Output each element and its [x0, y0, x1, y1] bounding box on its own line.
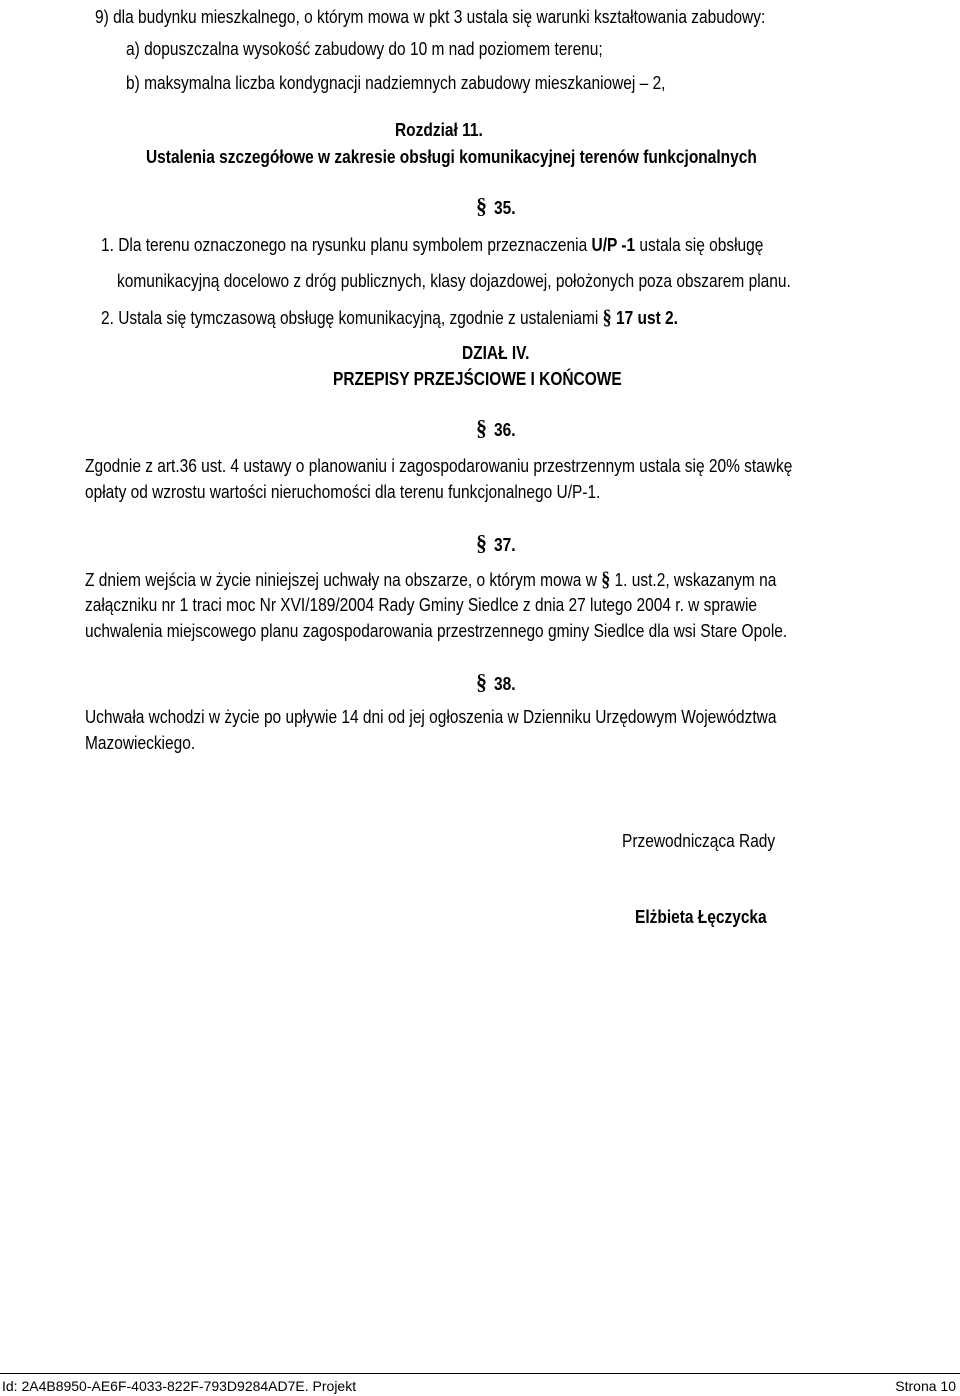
- chapter-11-subtitle: Ustalenia szczegółowe w zakresie obsługi komunikacyjnej terenów funkcjonalnych: [146, 147, 757, 167]
- section-37-number: 37.: [494, 535, 516, 555]
- point-9a-text: a) dopuszczalna wysokość zabudowy do 10 m nad poziomem terenu;: [126, 39, 603, 59]
- land-use-symbol: U/P -1: [591, 235, 636, 255]
- section-36-line1: Zgodnie z art.36 ust. 4 ustawy o planowaniu i zagospodarowaniu przestrzennym ustala się 20% stawkę: [85, 456, 793, 476]
- section-38-line2: Mazowieckiego.: [85, 733, 196, 753]
- section-35-p2-ref: 17 ust 2.: [615, 308, 678, 328]
- footer-document-id: Id: 2A4B8950-AE6F-4033-822F-793D9284AD7E. Projekt: [2, 1378, 357, 1394]
- signature-role: Przewodnicząca Rady: [622, 831, 776, 851]
- section-36-number: 36.: [494, 420, 516, 440]
- section-symbol-icon: §: [476, 193, 487, 218]
- footer-page-number: Strona 10: [895, 1378, 956, 1394]
- division-4-subtitle: PRZEPISY PRZEJŚCIOWE I KOŃCOWE: [333, 369, 622, 389]
- section-37-line3: uchwalenia miejscowego planu zagospodarowania przestrzennego gminy Siedlce dla wsi Stare Opole.: [85, 621, 788, 641]
- section-37-line1-text-a: Z dniem wejścia w życie niniejszej uchwały na obszarze, o którym mowa w: [85, 570, 597, 590]
- section-35-p1-text-c: ustala się obsługę: [639, 235, 764, 255]
- signature-name: Elżbieta Łęczycka: [635, 907, 767, 927]
- section-35-p1-line2: komunikacyjną docelowo z dróg publicznych, klasy dojazdowej, położonych poza obszarem planu.: [117, 271, 791, 291]
- section-symbol-icon: §: [476, 669, 487, 694]
- division-4-title: DZIAŁ IV.: [462, 343, 530, 363]
- section-35-p2-text: 2. Ustala się tymczasową obsługę komunikacyjną, zgodnie z ustaleniami: [101, 308, 599, 328]
- section-35-p1-text-a: 1. Dla terenu oznaczonego na rysunku planu symbolem przeznaczenia: [101, 235, 588, 255]
- point-9b-text: b) maksymalna liczba kondygnacji nadziemnych zabudowy mieszkaniowej – 2,: [126, 73, 666, 93]
- section-symbol-icon: §: [476, 415, 487, 440]
- section-35-number: 35.: [494, 198, 516, 218]
- section-37-line2: załączniku nr 1 traci moc Nr XVI/189/2004 Rady Gminy Siedlce z dnia 27 lutego 2004 r. w sprawie: [85, 595, 758, 615]
- section-symbol-icon: §: [602, 305, 612, 329]
- point-9-text: 9) dla budynku mieszkalnego, o którym mowa w pkt 3 ustala się warunki kształtowania zabudowy:: [95, 7, 766, 27]
- chapter-11-title: Rozdział 11.: [395, 120, 483, 140]
- section-symbol-icon: §: [601, 567, 611, 591]
- section-35-p1: [101, 234, 763, 256]
- section-35-p2: [101, 306, 678, 329]
- section-symbol-icon: §: [476, 530, 487, 555]
- section-38-line1: Uchwała wchodzi w życie po upływie 14 dni od jej ogłoszenia w Dzienniku Urzędowym Województwa: [85, 707, 777, 727]
- footer-divider: [0, 1373, 960, 1374]
- section-37-line1: [85, 568, 776, 591]
- section-37-line1-text-b: 1. ust.2, wskazanym na: [614, 570, 777, 590]
- section-38-number: 38.: [494, 674, 516, 694]
- section-36-line2: opłaty od wzrostu wartości nieruchomości dla terenu funkcjonalnego U/P-1.: [85, 482, 601, 502]
